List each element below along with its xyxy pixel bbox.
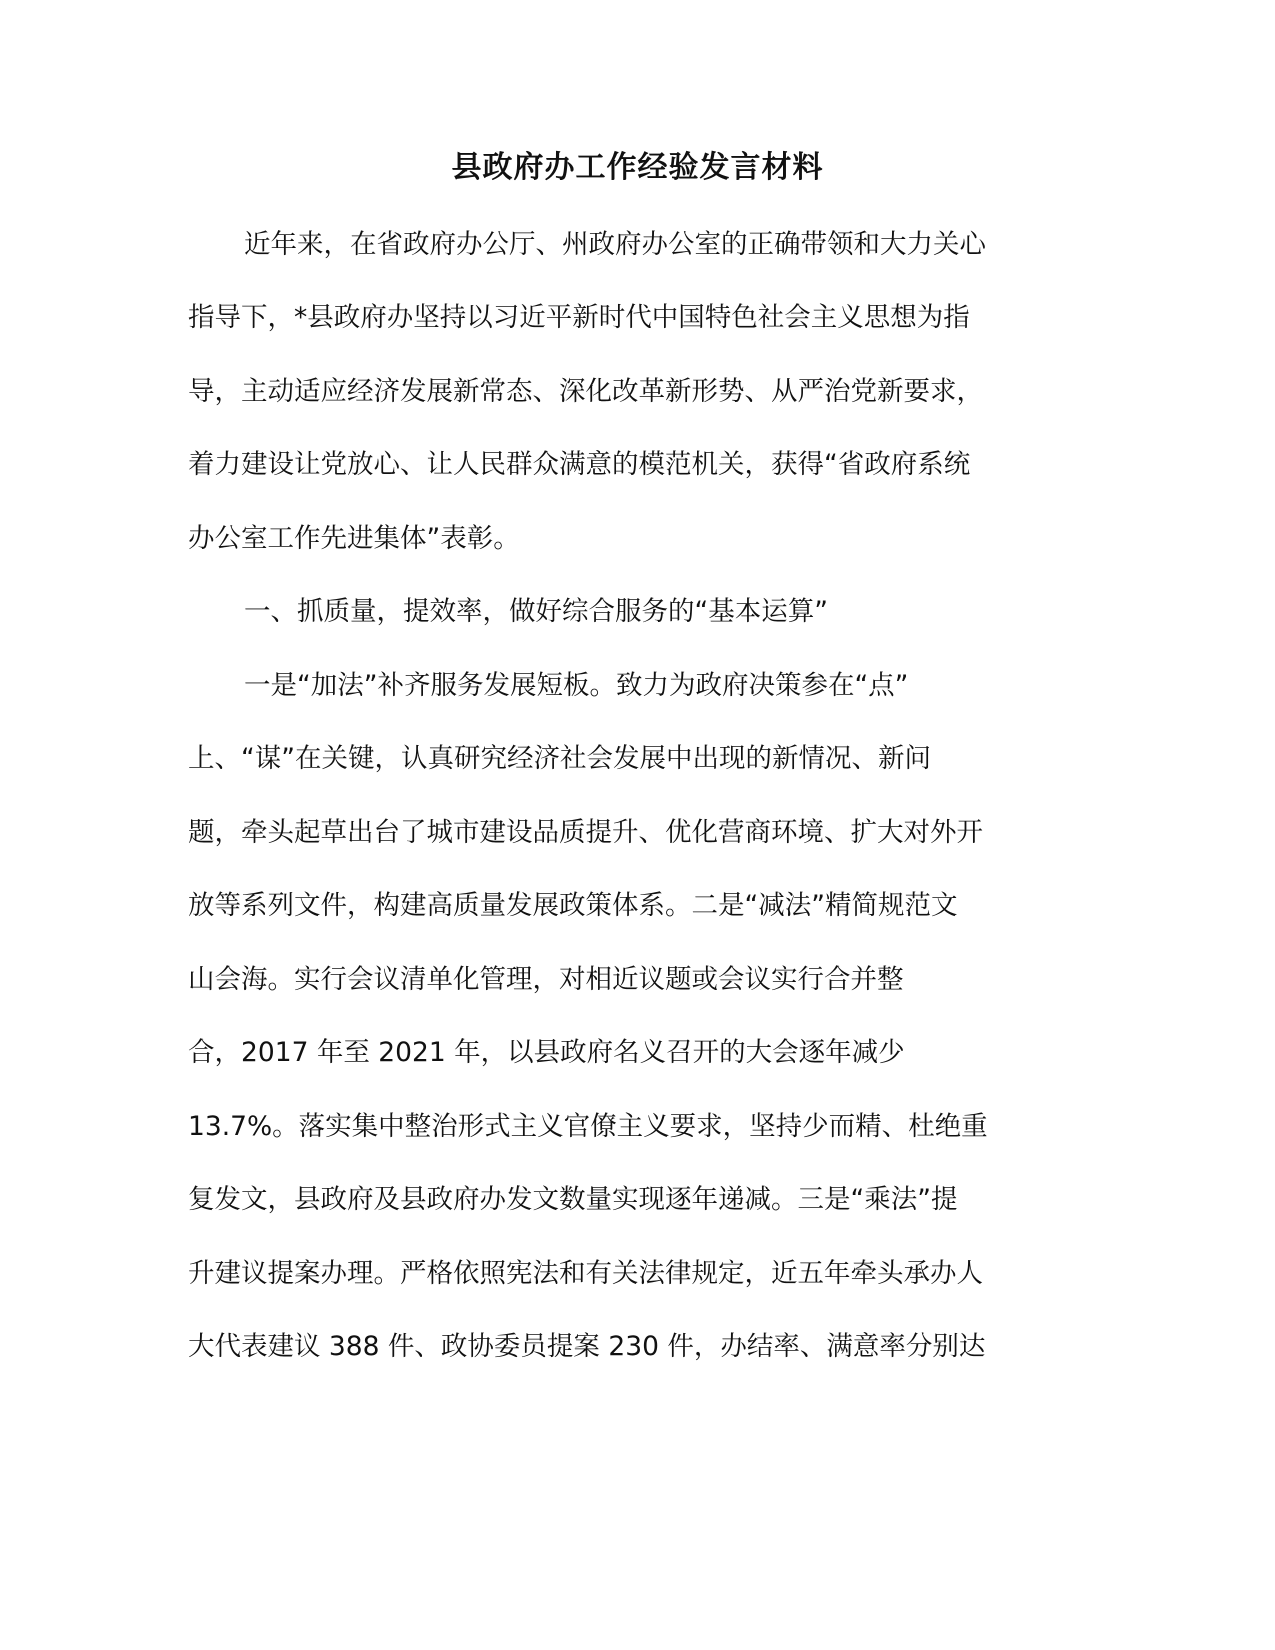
document-title: 县政府办工作经验发言材料: [451, 150, 824, 185]
paragraph-line: 山会海。实行会议清单化管理，对相近议题或会议实行合并整: [188, 964, 904, 995]
paragraph-line: 导，主动适应经济发展新常态、深化改革新形势、从严治党新要求，: [188, 376, 983, 407]
paragraph-line: 升建议提案办理。严格依照宪法和有关法律规定，近五年牵头承办人: [188, 1258, 983, 1289]
paragraph-line: 复发文，县政府及县政府办发文数量实现逐年递减。三是“乘法”提: [188, 1184, 958, 1215]
paragraph-line: 一是“加法”补齐服务发展短板。致力为政府决策参在“点”: [244, 670, 909, 701]
paragraph-line: 着力建设让党放心、让人民群众满意的模范机关，获得“省政府系统: [188, 449, 971, 480]
section-heading: 一、抓质量，提效率，做好综合服务的“基本运算”: [244, 596, 828, 627]
paragraph-line: 13.7%。落实集中整治形式主义官僚主义要求，坚持少而精、杜绝重: [188, 1111, 988, 1142]
paragraph-line: 指导下，*县政府办坚持以习近平新时代中国特色社会主义思想为指: [188, 302, 970, 333]
paragraph-line: 近年来，在省政府办公厅、州政府办公室的正确带领和大力关心: [244, 229, 986, 260]
paragraph-line: 大代表建议 388 件、政协委员提案 230 件，办结率、满意率分别达: [188, 1331, 986, 1362]
paragraph-line: 办公室工作先进集体”表彰。: [188, 523, 520, 554]
paragraph-line: 合，2017 年至 2021 年，以县政府名义召开的大会逐年减少: [188, 1037, 905, 1068]
paragraph-line: 放等系列文件，构建高质量发展政策体系。二是“减法”精简规范文: [188, 890, 958, 921]
paragraph-line: 上、“谋”在关键，认真研究经济社会发展中出现的新情况、新问: [188, 743, 931, 774]
paragraph-line: 题，牵头起草出台了城市建设品质提升、优化营商环境、扩大对外开: [188, 817, 983, 848]
